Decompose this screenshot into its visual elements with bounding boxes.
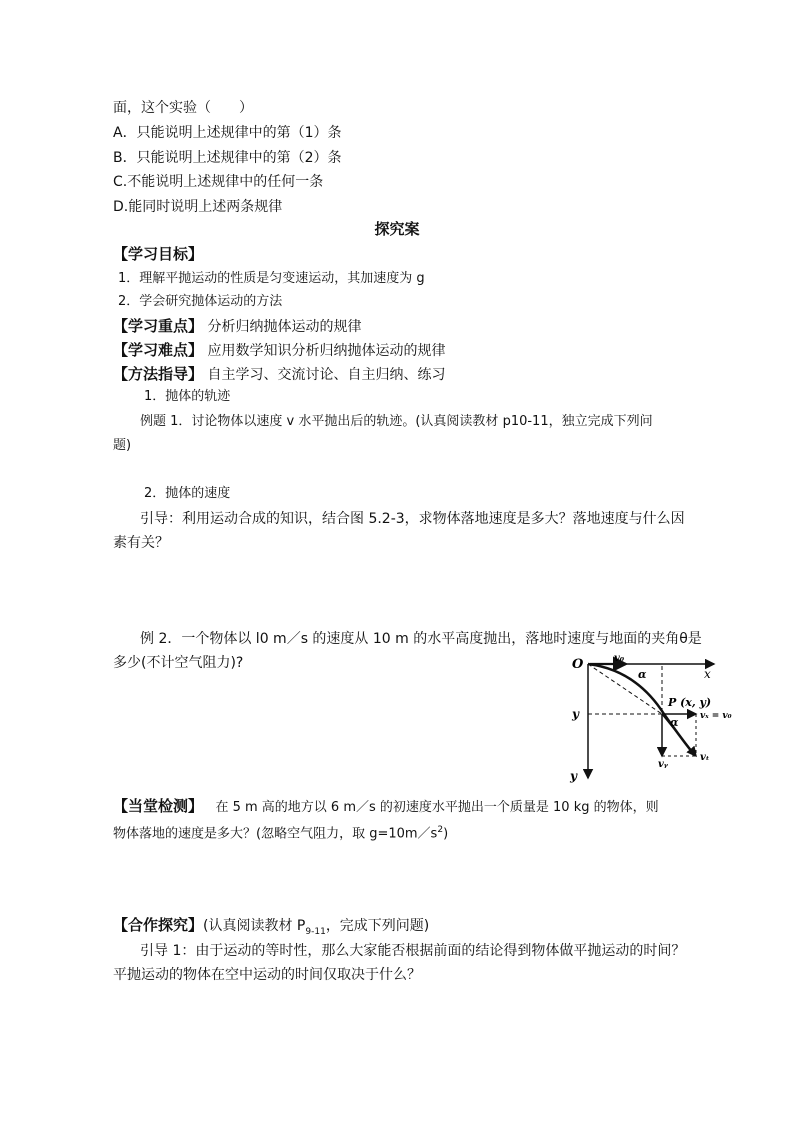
check-sup: 2 xyxy=(437,825,444,835)
focus-label: 【学习重点】 xyxy=(113,317,204,335)
example2-line1: 例 2．一个物体以 l0 m／s 的速度从 10 m 的水平高度抛出，落地时速度与地面的夹角θ是 xyxy=(140,631,702,647)
origin-label: O xyxy=(572,657,584,672)
coop-text-a: (认真阅读教材 P xyxy=(203,918,306,934)
coop-guide-line1: 引导 1：由于运动的等时性，那么大家能否根据前面的结论得到物体做平抛运动的时间？ xyxy=(140,943,686,959)
goal-item: 1．理解平抛运动的性质是匀变速运动，其加速度为 g xyxy=(118,271,425,286)
goals-label: 【学习目标】 xyxy=(113,245,204,263)
method-label: 【方法指导】 xyxy=(113,365,204,383)
alpha-top-label: α xyxy=(638,668,647,681)
section-title: 探究案 xyxy=(374,220,420,238)
coop-row xyxy=(113,915,429,942)
quiz-option-b: B．只能说明上述规律中的第（2）条 xyxy=(113,150,342,166)
quiz-option-c: C.不能说明上述规律中的任何一条 xyxy=(113,174,324,190)
goal-item: 2．学会研究抛体运动的方法 xyxy=(118,294,283,309)
check-row2 xyxy=(113,820,448,844)
quiz-stem-tail: 面，这个实验（ ） xyxy=(113,100,253,116)
difficulty-text: 应用数学知识分析归纳抛体运动的规律 xyxy=(207,343,446,359)
method-text: 自主学习、交流讨论、自主归纳、练习 xyxy=(207,367,446,383)
example1-line2: 题) xyxy=(113,438,132,453)
vy-label: vᵧ xyxy=(658,759,668,770)
coop-text-b: ，完成下列问题) xyxy=(325,918,430,934)
part2-heading: 2．抛体的速度 xyxy=(144,486,231,501)
guide2-line2: 素有关？ xyxy=(113,535,169,551)
coop-label: 【合作探究】 xyxy=(113,916,204,934)
part1-heading: 1．抛体的轨迹 xyxy=(144,389,231,404)
projectile-figure xyxy=(566,652,746,786)
check-text1: 在 5 m 高的地方以 6 m／s 的初速度水平抛出一个质量是 10 kg 的物体，则 xyxy=(215,800,659,815)
vt-label: vₜ xyxy=(700,752,710,763)
coop-guide-line2: 平抛运动的物体在空中运动的时间仅取决于什么？ xyxy=(113,967,421,983)
focus-row xyxy=(113,316,361,337)
example2-line2: 多少(不计空气阻力)? xyxy=(113,655,244,671)
difficulty-row xyxy=(113,340,445,361)
alpha-bottom-label: α xyxy=(670,716,679,729)
difficulty-label: 【学习难点】 xyxy=(113,341,204,359)
coop-sub: 9-11 xyxy=(305,926,326,937)
check-label: 【当堂检测】 xyxy=(113,797,204,815)
method-row xyxy=(113,364,445,385)
chord-dashed xyxy=(588,664,662,714)
quiz-option-d: D.能同时说明上述两条规律 xyxy=(113,199,283,215)
check-text2a: 物体落地的速度是多大？(忽略空气阻力，取 g=10m／s xyxy=(113,826,438,842)
vx-label: vₓ = v₀ xyxy=(700,711,732,721)
check-row1 xyxy=(113,796,659,818)
focus-text: 分析归纳抛体运动的规律 xyxy=(207,319,362,335)
x-axis-label: x xyxy=(704,667,711,681)
y-mark-label: y xyxy=(572,707,579,721)
check-text2b: ) xyxy=(443,826,449,842)
quiz-option-a: A．只能说明上述规律中的第（1）条 xyxy=(113,125,342,141)
example1-line1: 例题 1．讨论物体以速度 v 水平抛出后的轨迹。(认真阅读教材 p10-11，独立完成下列问 xyxy=(140,414,653,429)
y-axis-label: y xyxy=(570,769,577,783)
vt-arrow xyxy=(662,714,696,756)
guide2-line1: 引导：利用运动合成的知识，结合图 5.2-3，求物体落地速度是多大？落地速度与什么因 xyxy=(140,511,685,527)
v0-label: v₀ xyxy=(614,653,625,664)
point-label: P (x, y) xyxy=(668,696,712,709)
